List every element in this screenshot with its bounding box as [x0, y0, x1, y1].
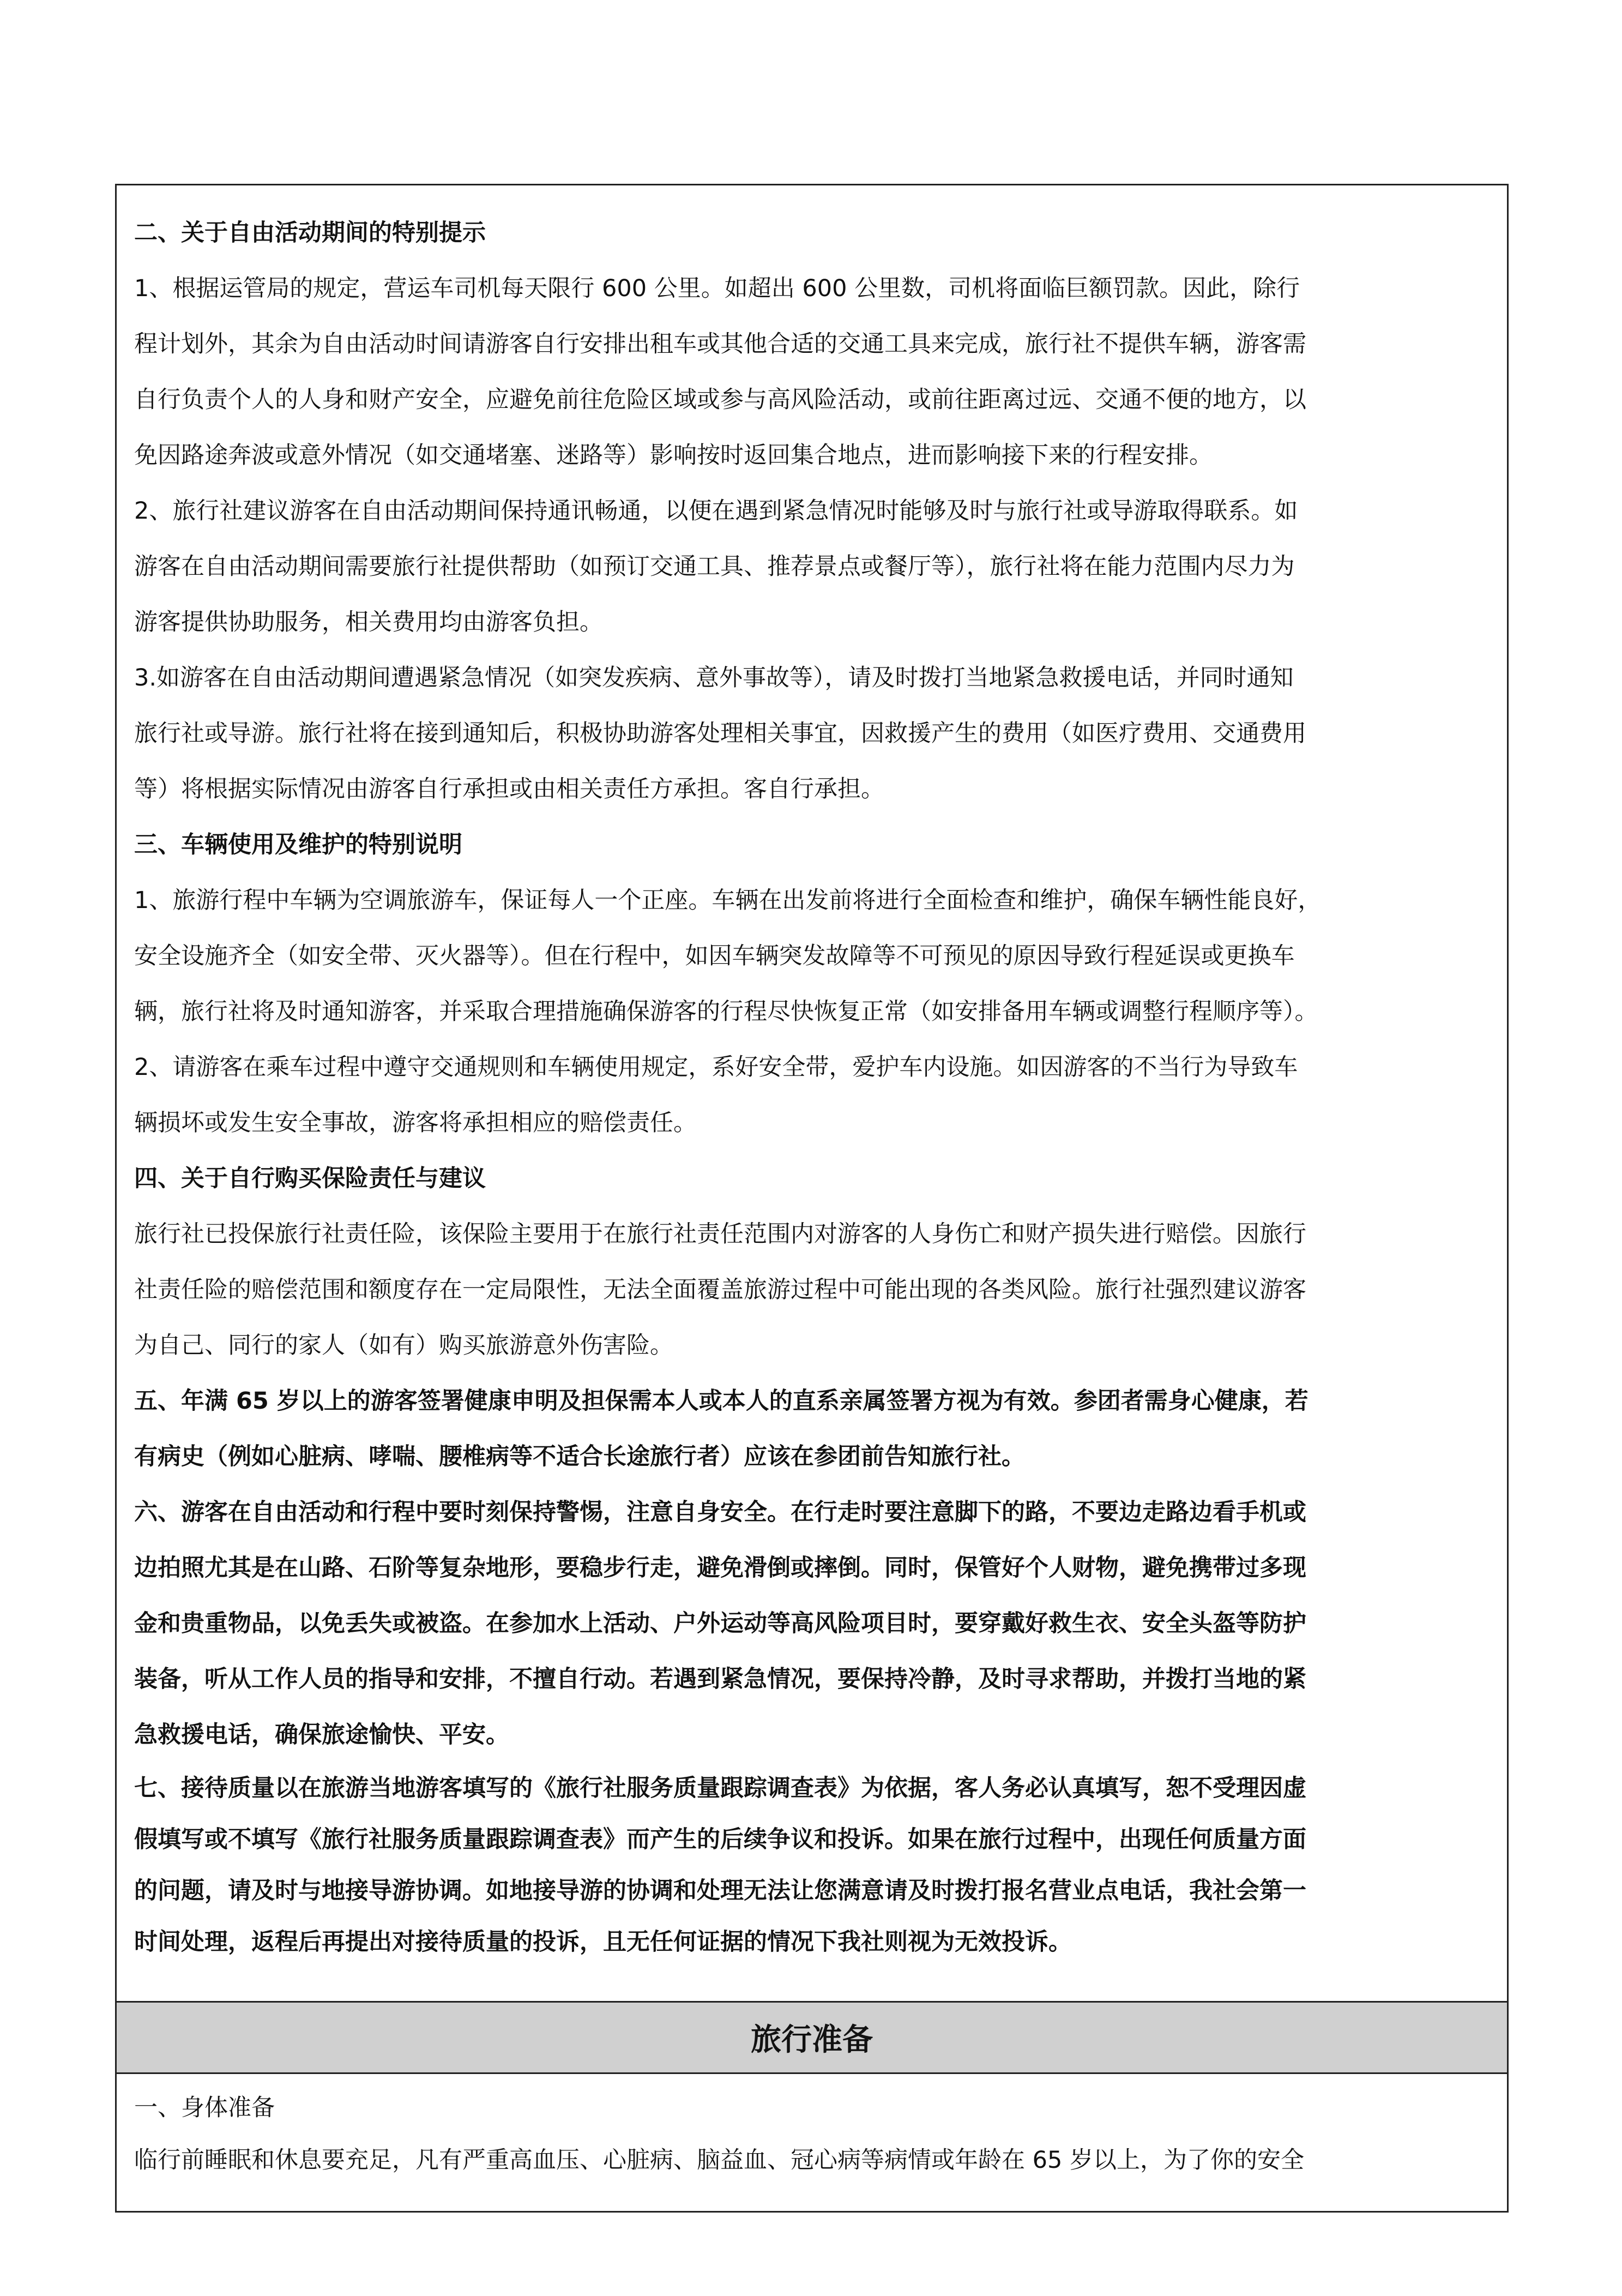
section-3-p2-line: 辆损坏或发生安全事故，游客将承担相应的赔偿责任。	[134, 1109, 697, 1137]
section-2-p2-line: 游客提供协助服务，相关费用均由游客负担。	[134, 609, 603, 636]
section-5-line: 有病史（例如心脏病、哮喘、腰椎病等不适合长途旅行者）应该在参团前告知旅行社。	[134, 1443, 1025, 1470]
section-6-line: 六、游客在自由活动和行程中要时刻保持警惕，注意自身安全。在行走时要注意脚下的路，不要边走路边看手机或	[134, 1499, 1306, 1526]
section-2-p2-line: 2、旅行社建议游客在自由活动期间保持通讯畅通，以便在遇到紧急情况时能够及时与旅行社或导游取得联系。如	[134, 497, 1298, 525]
section-7-line: 的问题，请及时与地接导游协调。如地接导游的协调和处理无法让您满意请及时拨打报名营业点电话，我社会第一	[134, 1877, 1306, 1904]
section-2-p2-line: 游客在自由活动期间需要旅行社提供帮助（如预订交通工具、推荐景点或餐厅等），旅行社将在能力范围内尽力为	[134, 553, 1295, 580]
prep-heading: 一、身体准备	[134, 2094, 275, 2121]
section-2-p1-line: 自行负责个人的人身和财产安全，应避免前往危险区域或参与高风险活动，或前往距离过远、交通不便的地方，以	[134, 386, 1306, 413]
section-6-line: 急救援电话，确保旅途愉快、平安。	[134, 1721, 509, 1748]
section-2-p3-line: 旅行社或导游。旅行社将在接到通知后，积极协助游客处理相关事宜，因救援产生的费用（如医疗费用、交通费用	[134, 720, 1306, 747]
section-2-p1-line: 程计划外，其余为自由活动时间请游客自行安排出租车或其他合适的交通工具来完成，旅行社不提供车辆，游客需	[134, 330, 1306, 358]
travel-prep-banner: 旅行准备	[117, 2001, 1507, 2074]
section-5-line: 五、年满 65 岁以上的游客签署健康申明及担保需本人或本人的直系亲属签署方视为有效。参团者需身心健康，若	[134, 1387, 1309, 1415]
section-4-p1-line: 旅行社已投保旅行社责任险，该保险主要用于在旅行社责任范围内对游客的人身伤亡和财产损失进行赔偿。因旅行	[134, 1221, 1306, 1248]
document-frame	[115, 184, 1509, 2213]
section-7-line: 假填写或不填写《旅行社服务质量跟踪调查表》而产生的后续争议和投诉。如果在旅行过程中，出现任何质量方面	[134, 1826, 1306, 1853]
section-7-line: 七、接待质量以在旅游当地游客填写的《旅行社服务质量跟踪调查表》为依据，客人务必认真填写，恕不受理因虚	[134, 1775, 1306, 1802]
notice-content	[117, 185, 1507, 2001]
section-4-p1-line: 社责任险的赔偿范围和额度存在一定局限性，无法全面覆盖旅游过程中可能出现的各类风险。旅行社强烈建议游客	[134, 1276, 1306, 1303]
section-2-p1-line: 1、根据运管局的规定，营运车司机每天限行 600 公里。如超出 600 公里数，司机将面临巨额罚款。因此，除行	[134, 275, 1300, 302]
section-2-heading: 二、关于自由活动期间的特别提示	[134, 219, 486, 247]
section-7-line: 时间处理，返程后再提出对接待质量的投诉，且无任何证据的情况下我社则视为无效投诉。	[134, 1928, 1072, 1956]
section-3-p2-line: 2、请游客在乘车过程中遵守交通规则和车辆使用规定，系好安全带，爱护车内设施。如因游客的不当行为导致车	[134, 1054, 1298, 1081]
section-6-line: 装备，听从工作人员的指导和安排，不擅自行动。若遇到紧急情况，要保持冷静，及时寻求帮助，并拨打当地的紧	[134, 1666, 1306, 1693]
section-4-p1-line: 为自己、同行的家人（如有）购买旅游意外伤害险。	[134, 1332, 673, 1359]
section-2-p3-line: 等）将根据实际情况由游客自行承担或由相关责任方承担。客自行承担。	[134, 776, 884, 803]
section-3-p1-line: 1、旅游行程中车辆为空调旅游车，保证每人一个正座。车辆在出发前将进行全面检查和维护，确保车辆性能良好，	[134, 887, 1322, 914]
section-6-line: 边拍照尤其是在山路、石阶等复杂地形，要稳步行走，避免滑倒或摔倒。同时，保管好个人财物，避免携带过多现	[134, 1554, 1306, 1582]
prep-line: 临行前睡眠和休息要充足，凡有严重高血压、心脏病、脑益血、冠心病等病情或年龄在 65 岁以上，为了你的安全	[134, 2147, 1305, 2174]
section-4-heading: 四、关于自行购买保险责任与建议	[134, 1165, 486, 1192]
prep-content	[117, 2074, 1507, 2186]
section-2-p1-line: 免因路途奔波或意外情况（如交通堵塞、迷路等）影响按时返回集合地点，进而影响接下来的行程安排。	[134, 442, 1213, 469]
section-3-heading: 三、车辆使用及维护的特别说明	[134, 831, 462, 858]
section-3-p1-line: 辆，旅行社将及时通知游客，并采取合理措施确保游客的行程尽快恢复正常（如安排备用车辆或调整行程顺序等）。	[134, 998, 1318, 1025]
section-6-line: 金和贵重物品，以免丢失或被盗。在参加水上活动、户外运动等高风险项目时，要穿戴好救生衣、安全头盔等防护	[134, 1610, 1306, 1637]
section-3-p1-line: 安全设施齐全（如安全带、灭火器等）。但在行程中，如因车辆突发故障等不可预见的原因导致行程延误或更换车	[134, 942, 1295, 970]
section-2-p3-line: 3.如游客在自由活动期间遭遇紧急情况（如突发疾病、意外事故等），请及时拨打当地紧急救援电话，并同时通知	[134, 664, 1294, 692]
